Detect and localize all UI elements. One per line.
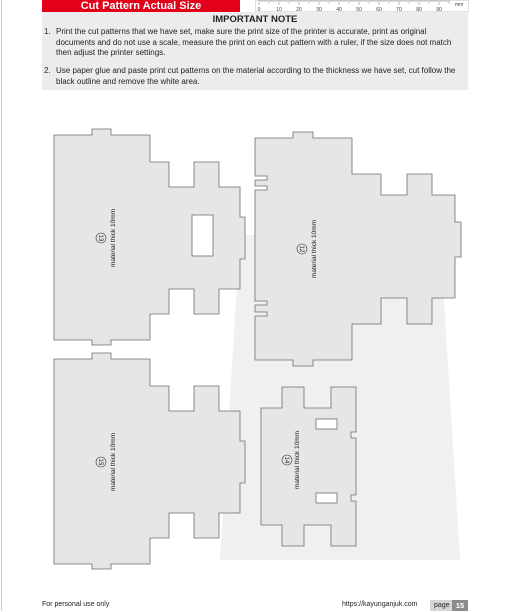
page-label-text: page xyxy=(434,602,450,609)
ruler-label: 50 xyxy=(356,7,362,12)
ruler-label: 70 xyxy=(396,7,402,12)
ruler-label: 10 xyxy=(276,7,282,12)
pattern-material-label: material thick 10mm xyxy=(311,219,318,279)
ruler-label: 30 xyxy=(316,7,322,12)
ruler-label: 80 xyxy=(416,7,422,12)
pattern-number: 13 xyxy=(96,234,103,242)
ruler-label: 90 xyxy=(436,7,442,12)
ruler-label: 0 xyxy=(257,7,261,12)
ruler-label: 20 xyxy=(296,7,302,12)
pattern-number: 12 xyxy=(297,245,304,253)
cut-pattern-14 xyxy=(261,387,356,546)
footer-license: For personal use only xyxy=(42,601,110,608)
pattern-number: 15 xyxy=(96,458,103,466)
cutout-slot xyxy=(316,419,337,429)
cutout-slot xyxy=(316,493,337,503)
page-title: Cut Pattern Actual Size xyxy=(42,0,240,12)
note-item-number: 1. xyxy=(44,27,51,36)
ruler-unit: mm xyxy=(455,2,464,8)
pattern-number: 14 xyxy=(282,456,289,464)
ruler-label: 60 xyxy=(376,7,382,12)
pattern-material-label: material thick 10mm xyxy=(110,208,117,268)
note-heading: IMPORTANT NOTE xyxy=(212,14,298,25)
note-item-text: Print the cut patterns that we have set, make sure the print size of the printer is accurate, print as original documents and do not use a scale, measure the print on each cut pattern with a ruler, if the size does not match then adjust the printer settings. xyxy=(56,27,452,57)
pattern-material-label: material thick 10mm xyxy=(294,430,301,490)
note-item-number: 2. xyxy=(44,66,51,75)
cutout-slot xyxy=(192,215,213,256)
page-number: 15 xyxy=(452,600,468,611)
pattern-material-label: material thick 10mm xyxy=(110,432,117,492)
footer-url[interactable]: https://kayunganjuk.com xyxy=(342,601,418,608)
note-item-text: Use paper glue and paste print cut patterns on the material according to the thickness we have set, cut follow the black outline and remove the white area. xyxy=(56,66,456,86)
cut-pattern-15 xyxy=(54,353,245,569)
cut-pattern-13 xyxy=(54,129,245,345)
ruler-label: 40 xyxy=(336,7,342,12)
